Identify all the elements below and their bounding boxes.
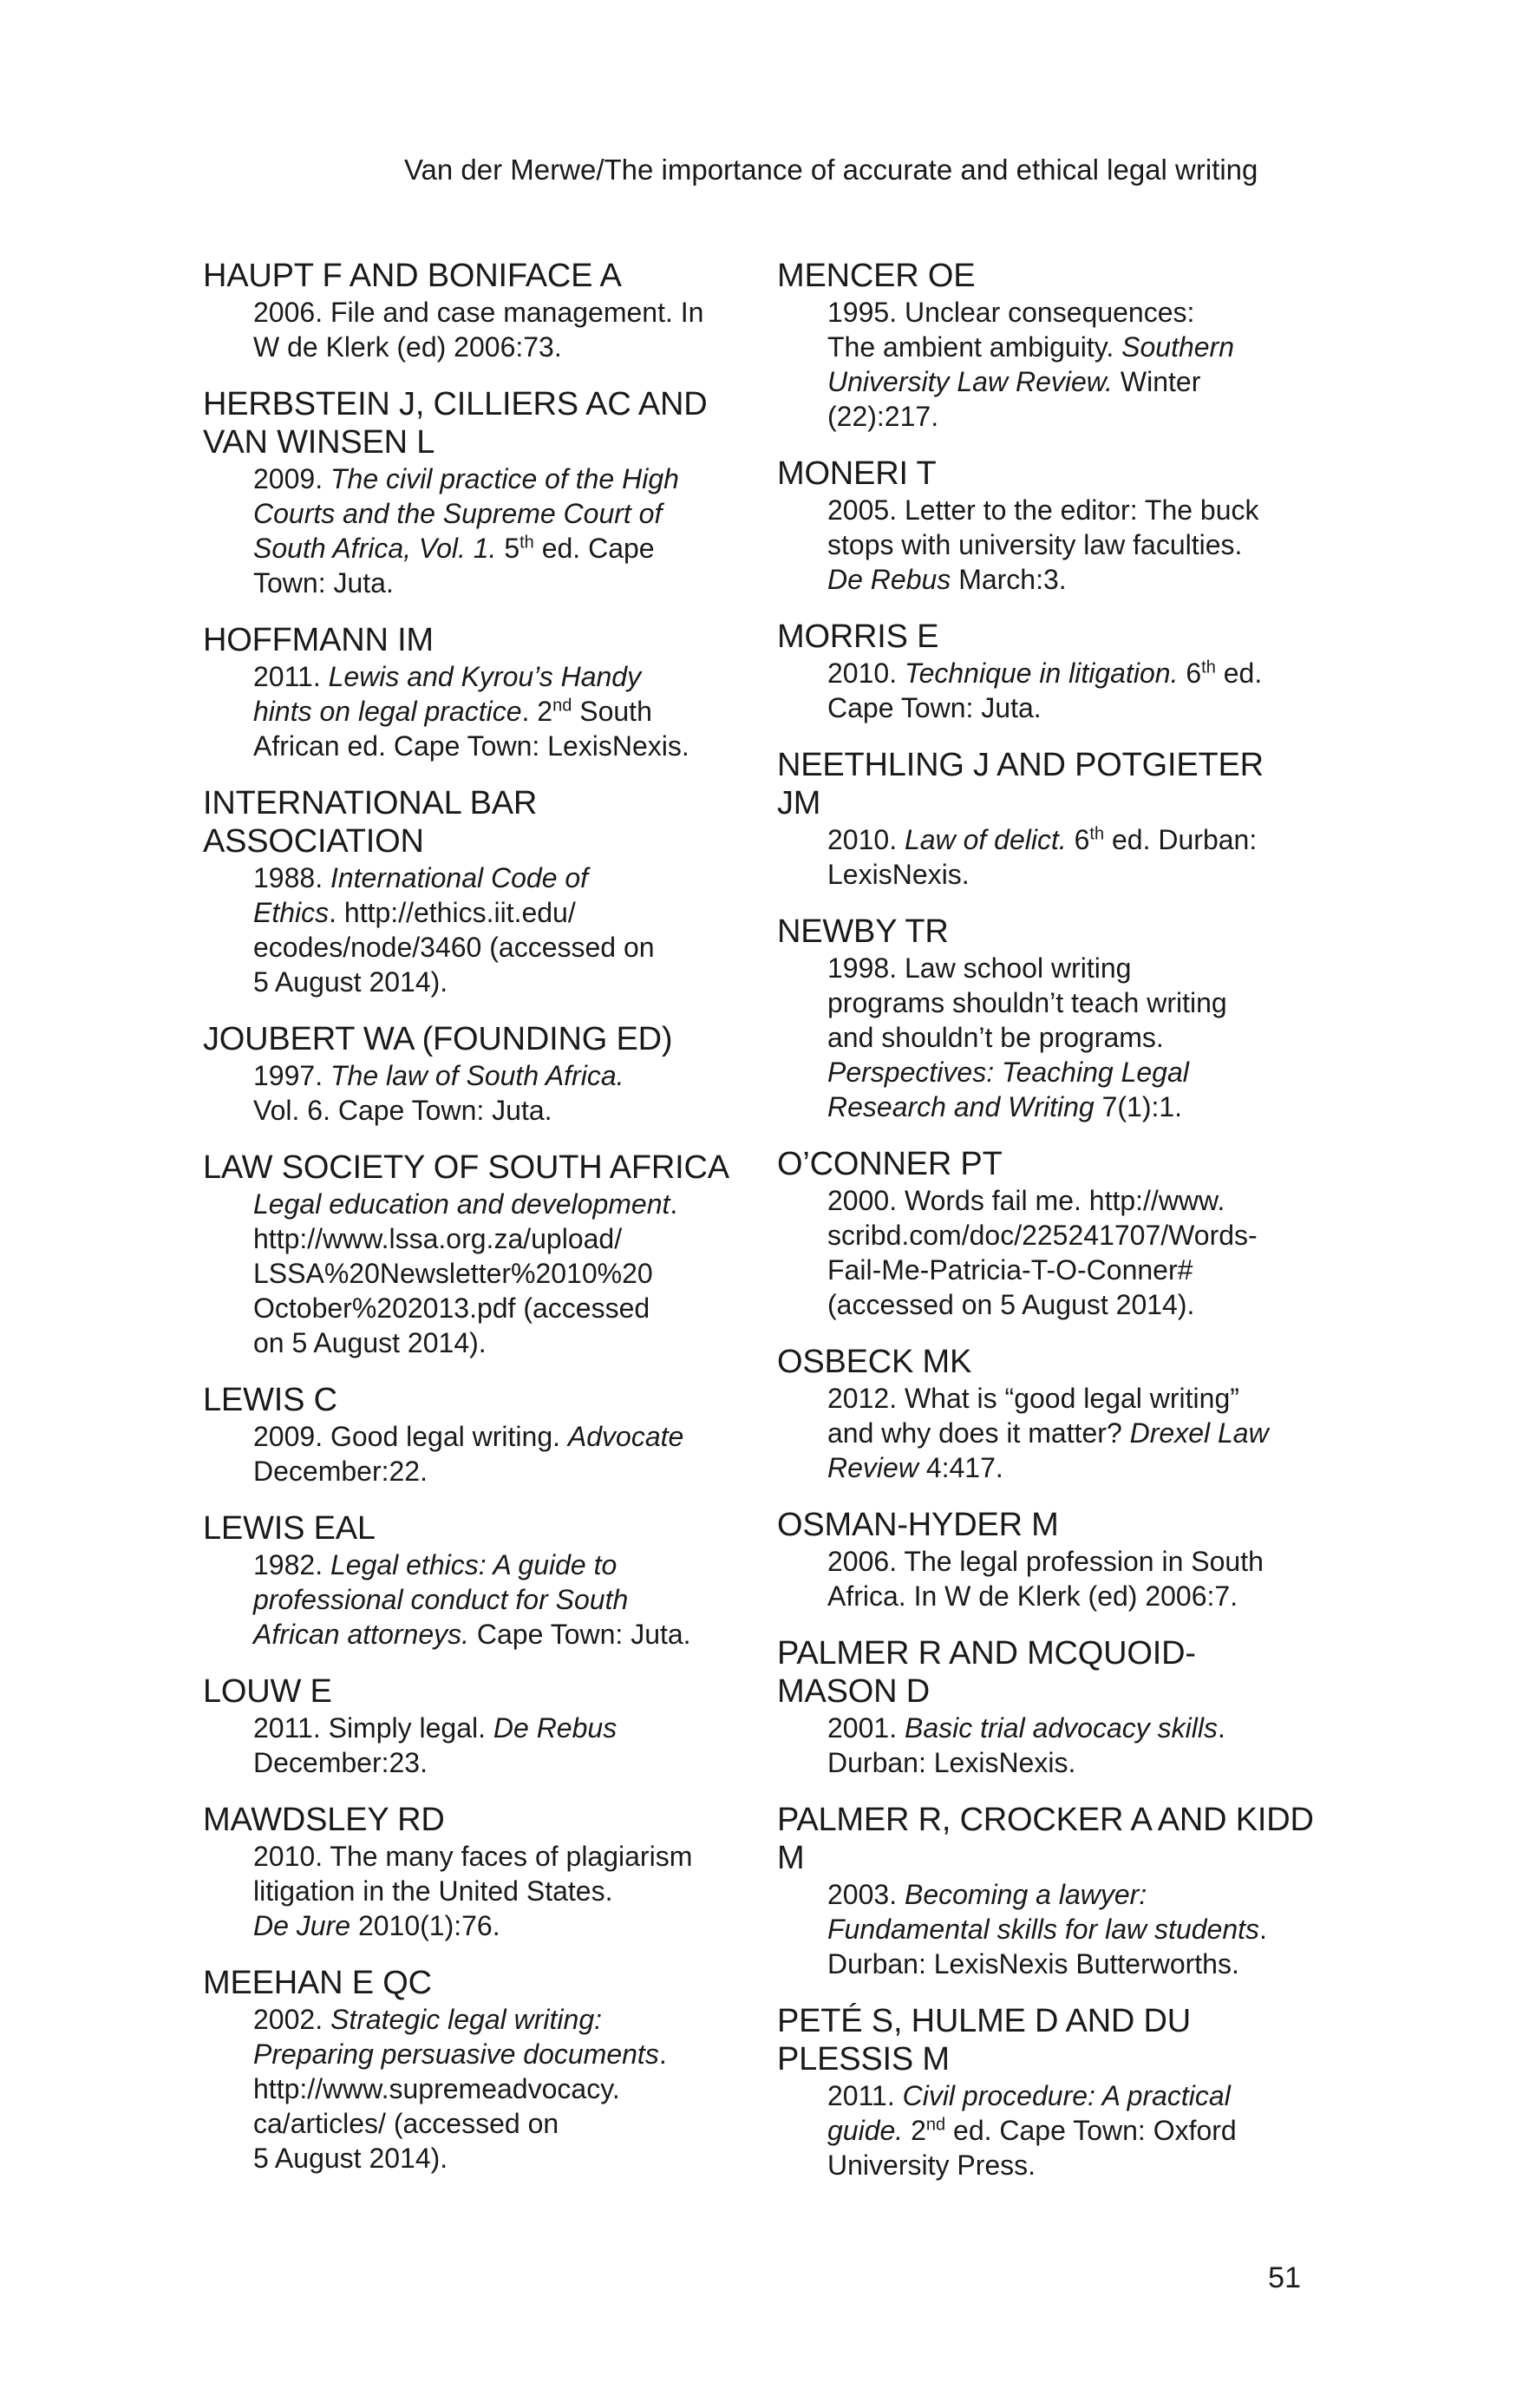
reference-line [827, 951, 1315, 985]
reference-line [827, 822, 1315, 857]
reference-text: ed. Cape Town: Oxford [945, 2115, 1237, 2146]
reference-line [253, 1582, 741, 1617]
reference-text: and shouldn’t be programs. [827, 1022, 1164, 1053]
reference-text: South [572, 696, 652, 727]
bibliography-entry [777, 1145, 1315, 1322]
reference-text: Africa. In W de Klerk (ed) 2006:7. [827, 1580, 1238, 1612]
reference-text: 5 [496, 533, 520, 564]
entry-author: LEWIS EAL [203, 1510, 376, 1547]
reference-line [827, 1877, 1315, 1912]
reference-text: . [658, 2038, 667, 2070]
italic-title: Law of delict. [904, 824, 1067, 855]
bibliography-entry [203, 385, 741, 600]
entry-reference [203, 1548, 741, 1652]
reference-text: ca/articles/ (accessed on [253, 2108, 559, 2139]
reference-text: 2010. The many faces of plagiarism [253, 1841, 693, 1872]
bibliography-entry [203, 1020, 741, 1128]
page-number: 51 [1268, 2261, 1301, 2294]
italic-title: Southern [1121, 331, 1234, 363]
reference-line [253, 729, 741, 763]
entry-author: INTERNATIONAL BAR ASSOCIATION [203, 785, 538, 860]
entry-author: HAUPT F AND BONIFACE A [203, 258, 622, 294]
reference-line [253, 1874, 741, 1908]
reference-line [253, 1325, 741, 1360]
entry-author: LAW SOCIETY OF SOUTH AFRICA [203, 1149, 729, 1186]
reference-text: LexisNexis. [827, 859, 970, 890]
bibliography-entry [777, 1801, 1315, 1981]
reference-line [253, 531, 741, 566]
reference-line [253, 659, 741, 694]
reference-text: http://www.supremeadvocacy. [253, 2073, 620, 2104]
reference-text: Durban: LexisNexis Butterworths. [827, 1948, 1239, 1979]
bibliography-entry [777, 1343, 1315, 1485]
reference-text: March:3. [951, 564, 1067, 595]
entry-author: PALMER R AND MCQUOID-MASON D [777, 1635, 1196, 1710]
italic-title: Drexel Law [1129, 1417, 1269, 1449]
reference-text: 7(1):1. [1094, 1091, 1183, 1122]
entry-reference [777, 493, 1315, 597]
reference-line [827, 656, 1315, 690]
reference-line [827, 330, 1315, 364]
reference-text: December:23. [253, 1747, 428, 1778]
italic-title: guide. [827, 2115, 904, 2146]
italic-title: Advocate [567, 1421, 684, 1452]
reference-line [253, 1221, 741, 1256]
reference-line [827, 1450, 1315, 1485]
reference-line [253, 860, 741, 895]
italic-title: University Law Review. [827, 366, 1113, 397]
bibliography-entry [203, 257, 741, 364]
reference-line [827, 985, 1315, 1020]
italic-title: Perspectives: Teaching Legal [827, 1057, 1189, 1088]
reference-text: 2009. [253, 463, 330, 494]
reference-text: 2005. Letter to the editor: The buck [827, 494, 1259, 526]
reference-line [827, 2113, 1315, 2148]
running-head: Van der Merwe/The importance of accurate and ethical legal writing [404, 154, 1258, 186]
entry-author: PETÉ S, HULME D AND DU PLESSIS M [777, 2003, 1192, 2078]
bibliography-entry [777, 746, 1315, 892]
reference-text: 2003. [827, 1879, 905, 1910]
reference-line [253, 930, 741, 965]
reference-line [253, 2037, 741, 2071]
italic-title: professional conduct for South [253, 1584, 629, 1615]
italic-title: Legal education and development [253, 1188, 670, 1220]
reference-line [827, 1287, 1315, 1322]
reference-line [253, 1093, 741, 1128]
entry-author: NEWBY TR [777, 913, 949, 950]
bibliography-entry [203, 1801, 741, 1943]
entry-reference [203, 1419, 741, 1489]
italic-title: De Rebus [827, 564, 951, 595]
reference-text: . [670, 1188, 678, 1220]
bibliography-entry [203, 621, 741, 763]
italic-title: Review [827, 1452, 918, 1483]
reference-text: 1997. [253, 1060, 330, 1091]
entry-author: HOFFMANN IM [203, 622, 434, 658]
entry-author: LOUW E [203, 1673, 332, 1710]
italic-title: Legal ethics: A guide to [330, 1549, 618, 1580]
entry-author: PALMER R, CROCKER A AND KIDD M [777, 1802, 1314, 1876]
reference-text: 2000. Words fail me. http://www. [827, 1185, 1225, 1216]
reference-line [827, 690, 1315, 725]
reference-line [827, 1947, 1315, 1981]
reference-text: Vol. 6. Cape Town: Juta. [253, 1095, 552, 1126]
reference-text: W de Klerk (ed) 2006:73. [253, 331, 562, 363]
entry-reference [203, 1711, 741, 1780]
reference-line [827, 1745, 1315, 1780]
entry-reference [777, 951, 1315, 1124]
reference-line [253, 1745, 741, 1780]
reference-text: 1982. [253, 1549, 330, 1580]
reference-line [827, 295, 1315, 330]
reference-text: programs shouldn’t teach writing [827, 987, 1227, 1018]
bibliography-entry [203, 1148, 741, 1360]
reference-line [827, 1416, 1315, 1450]
reference-line [827, 1711, 1315, 1745]
reference-line [253, 1256, 741, 1291]
bibliography-entry [203, 1509, 741, 1652]
reference-line [253, 1839, 741, 1874]
entry-author: O’CONNER PT [777, 1146, 1003, 1182]
reference-text: and why does it matter? [827, 1417, 1130, 1449]
reference-line [253, 2106, 741, 2141]
entry-author: JOUBERT WA (FOUNDING ED) [203, 1021, 673, 1057]
reference-line [827, 399, 1315, 434]
entry-reference [203, 1839, 741, 1943]
reference-text: LSSA%20Newsletter%2010%20 [253, 1258, 653, 1289]
reference-line [253, 1548, 741, 1582]
reference-line [253, 2141, 741, 2176]
reference-line [253, 1419, 741, 1454]
reference-line [827, 2148, 1315, 2182]
bibliography-entry [777, 2002, 1315, 2182]
reference-text: 1998. Law school writing [827, 952, 1132, 984]
reference-text: Durban: LexisNexis. [827, 1747, 1076, 1778]
entry-reference [777, 822, 1315, 892]
reference-text: 2006. File and case management. In [253, 297, 704, 328]
bibliography-entry [777, 257, 1315, 434]
entry-author: HERBSTEIN J, CILLIERS AC AND VAN WINSEN L [203, 386, 708, 461]
reference-line [253, 1291, 741, 1325]
reference-text: Cape Town: Juta. [827, 692, 1042, 723]
reference-line [253, 1058, 741, 1093]
italic-title: Strategic legal writing: [330, 2004, 602, 2035]
reference-line [253, 965, 741, 999]
italic-title: hints on legal practice [253, 696, 522, 727]
italic-title: Research and Writing [827, 1091, 1095, 1122]
italic-title: African attorneys. [253, 1619, 469, 1650]
entry-author: OSMAN-HYDER M [777, 1507, 1059, 1543]
reference-text: 2006. The legal profession in South [827, 1546, 1264, 1577]
reference-line [827, 1089, 1315, 1124]
italic-title: Civil procedure: A practical [902, 2080, 1231, 2111]
reference-line [827, 364, 1315, 399]
reference-line [253, 694, 741, 729]
superscript-text: nd [925, 2115, 946, 2135]
reference-line [827, 1381, 1315, 1416]
entry-author: MONERI T [777, 455, 937, 492]
reference-text: 6 [1066, 824, 1090, 855]
entry-reference [777, 1381, 1315, 1485]
reference-line [253, 1187, 741, 1221]
reference-text: 5 August 2014). [253, 2143, 448, 2174]
reference-line [253, 1908, 741, 1943]
reference-text: 2009. Good legal writing. [253, 1421, 568, 1452]
reference-text: 1988. [253, 862, 330, 893]
reference-text: 2001. [827, 1712, 905, 1744]
bibliography-entry [203, 784, 741, 999]
italic-title: Lewis and Kyrou’s Handy [328, 661, 642, 692]
entry-reference [203, 1058, 741, 1128]
reference-text: ed. Durban: [1104, 824, 1258, 855]
reference-text: 2010. [827, 824, 905, 855]
entry-reference [777, 1183, 1315, 1322]
reference-text: http://www.lssa.org.za/upload/ [253, 1223, 623, 1254]
reference-text: scribd.com/doc/225241707/Words- [827, 1220, 1258, 1251]
reference-line [253, 895, 741, 930]
reference-line [253, 295, 741, 330]
entry-reference [777, 1544, 1315, 1613]
entry-author: MAWDSLEY RD [203, 1802, 445, 1838]
reference-text: African ed. Cape Town: LexisNexis. [253, 730, 689, 762]
entry-author: MORRIS E [777, 618, 939, 655]
entry-reference [203, 860, 741, 999]
entry-reference [777, 1711, 1315, 1780]
reference-text: Fail-Me-Patricia-T-O-Conner# [827, 1254, 1193, 1286]
entry-author: MEEHAN E QC [203, 1965, 432, 2001]
entry-reference [203, 461, 741, 600]
reference-text: 2 [903, 2115, 926, 2146]
reference-text: 2012. What is “good legal writing” [827, 1383, 1239, 1414]
reference-text: . http://ethics.iit.edu/ [329, 897, 576, 928]
italic-title: The civil practice of the High [330, 463, 679, 494]
reference-text: Cape Town: Juta. [469, 1619, 691, 1650]
reference-line [253, 1454, 741, 1489]
entry-reference [777, 295, 1315, 434]
reference-text: . [1259, 1914, 1267, 1945]
reference-line [827, 493, 1315, 527]
entry-reference [777, 1877, 1315, 1981]
superscript-text: th [1201, 658, 1216, 677]
superscript-text: th [1089, 824, 1105, 844]
italic-title: The law of South Africa. [330, 1060, 624, 1091]
reference-line [827, 562, 1315, 597]
reference-text: (accessed on 5 August 2014). [827, 1289, 1195, 1320]
italic-title: De Rebus [493, 1712, 618, 1744]
bibliography-entry [777, 1634, 1315, 1780]
reference-text: 2010(1):76. [350, 1910, 500, 1941]
italic-title: Preparing persuasive documents [253, 2038, 659, 2070]
reference-text: (22):217. [827, 401, 939, 432]
reference-line [827, 1912, 1315, 1947]
reference-text: 4:417. [918, 1452, 1003, 1483]
reference-line [827, 1218, 1315, 1253]
reference-line [827, 1055, 1315, 1089]
superscript-text: th [519, 533, 534, 553]
entry-reference [203, 659, 741, 763]
reference-text: October%202013.pdf (accessed [253, 1292, 650, 1324]
reference-line [827, 1544, 1315, 1579]
italic-title: Basic trial advocacy skills [904, 1712, 1218, 1744]
reference-line [253, 2071, 741, 2106]
reference-text: stops with university law faculties. [827, 529, 1243, 560]
reference-text: 2011. [827, 2080, 903, 2111]
entry-author: OSBECK MK [777, 1344, 972, 1380]
reference-line [253, 496, 741, 531]
italic-title: Ethics [253, 897, 330, 928]
reference-text: . [1217, 1712, 1225, 1744]
reference-text: ecodes/node/3460 (accessed on [253, 932, 655, 963]
reference-line [253, 1711, 741, 1745]
italic-title: Courts and the Supreme Court of [253, 498, 663, 529]
reference-text: Town: Juta. [253, 567, 394, 599]
reference-text: University Press. [827, 2150, 1036, 2181]
bibliography-entry [203, 1381, 741, 1489]
reference-text: 1995. Unclear consequences: [827, 297, 1195, 328]
entry-reference [777, 656, 1315, 725]
italic-title: Technique in litigation. [904, 658, 1179, 689]
italic-title: South Africa, Vol. 1. [253, 533, 497, 564]
reference-text: 5 August 2014). [253, 966, 448, 998]
reference-text: 2011. [253, 661, 329, 692]
bibliography-entry [777, 1506, 1315, 1613]
reference-text: Winter [1113, 366, 1201, 397]
reference-text: on 5 August 2014). [253, 1327, 487, 1358]
bibliography-entry [203, 1964, 741, 2176]
reference-line [253, 566, 741, 600]
reference-text: 2002. [253, 2004, 330, 2035]
reference-line [827, 1253, 1315, 1287]
reference-line [253, 330, 741, 364]
italic-title: Fundamental skills for law students [827, 1914, 1259, 1945]
reference-text: December:22. [253, 1456, 428, 1487]
entry-reference [203, 295, 741, 364]
italic-title: De Jure [253, 1910, 351, 1941]
italic-title: International Code of [330, 862, 589, 893]
reference-line [827, 857, 1315, 892]
reference-text: ed. [1215, 658, 1263, 689]
reference-line [827, 1183, 1315, 1218]
reference-line [253, 461, 741, 496]
italic-title: Becoming a lawyer: [904, 1879, 1147, 1910]
reference-text: 2010. [827, 658, 905, 689]
bibliography-entry [203, 1672, 741, 1780]
bibliography-entry [777, 913, 1315, 1124]
superscript-text: nd [552, 696, 572, 716]
bibliography-right-column [777, 257, 1315, 2203]
reference-line [827, 2078, 1315, 2113]
entry-reference [777, 2078, 1315, 2182]
entry-reference [203, 2002, 741, 2176]
bibliography-entry [777, 455, 1315, 597]
reference-text: The ambient ambiguity. [827, 331, 1122, 363]
reference-text: 2011. Simply legal. [253, 1712, 493, 1744]
reference-text: . 2 [521, 696, 553, 727]
reference-line [827, 1579, 1315, 1613]
entry-reference [203, 1187, 741, 1360]
reference-text: 6 [1178, 658, 1202, 689]
bibliography-entry [777, 618, 1315, 725]
reference-line [827, 1020, 1315, 1055]
entry-author: MENCER OE [777, 258, 976, 294]
entry-author: LEWIS C [203, 1382, 337, 1418]
reference-text: ed. Cape [533, 533, 655, 564]
reference-line [253, 1617, 741, 1652]
bibliography-left-column [203, 257, 741, 2196]
reference-line [253, 2002, 741, 2037]
entry-author: NEETHLING J AND POTGIETER JM [777, 747, 1264, 821]
reference-text: litigation in the United States. [253, 1875, 613, 1907]
reference-line [827, 527, 1315, 562]
